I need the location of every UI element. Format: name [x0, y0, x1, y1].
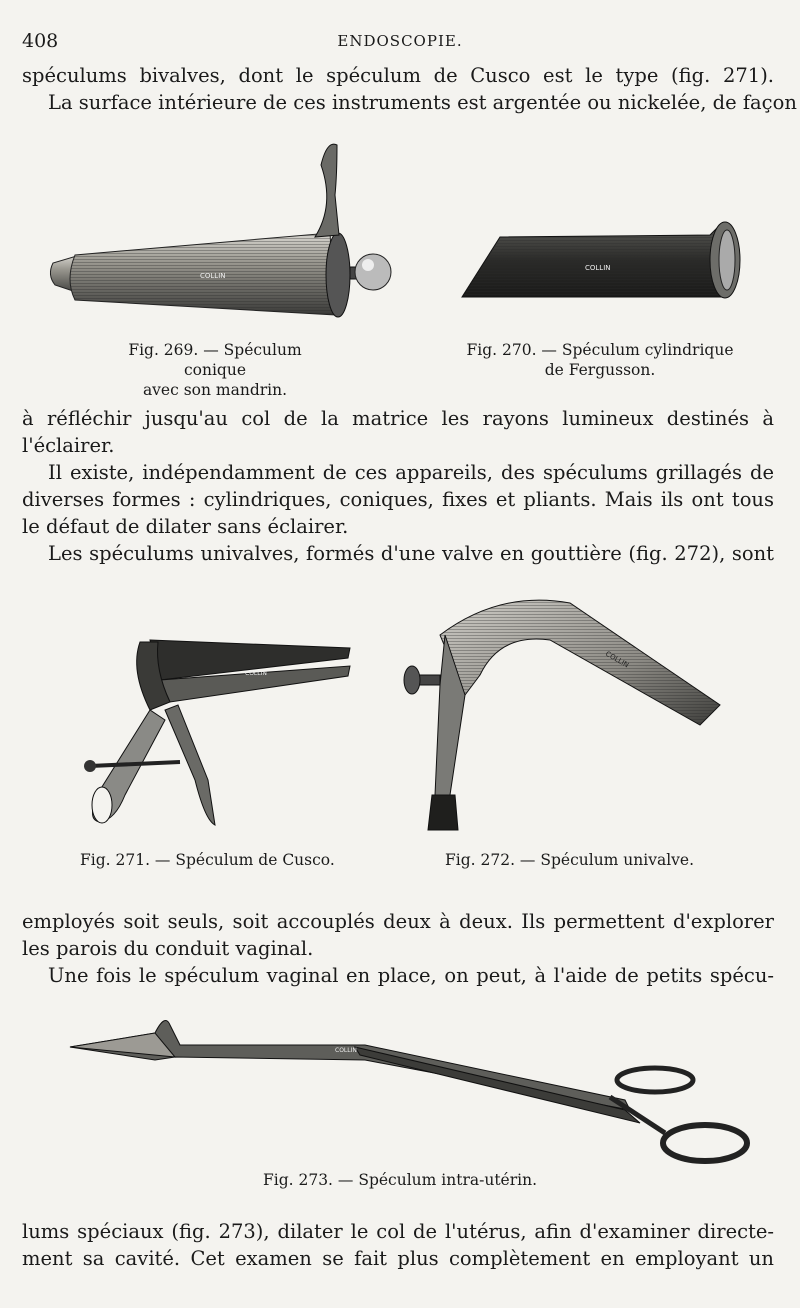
- univalve-speculum-illustration: [400, 595, 730, 840]
- text-line: l'éclairer.: [22, 434, 115, 457]
- paragraph-5: [22, 908, 774, 962]
- text-line: diverses formes : cylindriques, coniques, fixes et pliants. Mais ils ont tous: [22, 488, 774, 511]
- paragraph-3: [22, 459, 774, 540]
- fig-270-engraving: COLLIN: [585, 264, 611, 272]
- text-line: le défaut de dilater sans éclairer.: [22, 515, 349, 538]
- text-line: La surface intérieure de ces instruments est argentée ou nickelée, de façon: [48, 91, 797, 114]
- figure-272-univalve-speculum: [400, 595, 730, 840]
- caption-fig-270: [460, 340, 740, 380]
- figure-271-cusco-speculum: [80, 630, 360, 840]
- fig-272-engraving: COLLIN: [604, 649, 631, 670]
- text-line: Une fois le spéculum vaginal en place, on peut, à l'aide de petits spécu-: [48, 964, 774, 987]
- cusco-speculum-illustration: [80, 630, 360, 840]
- intrauterine-speculum-illustration: [65, 1005, 755, 1170]
- text-line: spéculums bivalves, dont le spéculum de Cusco est le type (fig. 271).: [22, 64, 774, 87]
- text-line: ment sa cavité. Cet examen se fait plus complètement en employant un: [22, 1247, 774, 1270]
- caption-fig-271: [80, 850, 340, 870]
- paragraph-4: [22, 540, 774, 567]
- caption-fig-272: [445, 850, 725, 870]
- caption-line: Fig. 270. — Spéculum cylindrique: [466, 341, 734, 359]
- conical-speculum-illustration: [45, 135, 395, 325]
- cylindrical-speculum-illustration: [460, 215, 750, 305]
- page-number: 408: [22, 30, 59, 52]
- fig-273-engraving: COLLIN: [335, 1047, 357, 1054]
- caption-line: avec son mandrin.: [142, 381, 288, 399]
- caption-fig-269: [95, 340, 335, 400]
- running-title: ENDOSCOPIE.: [337, 32, 463, 50]
- figure-270-cylindrical-speculum: [460, 215, 750, 305]
- paragraph-1: [22, 62, 797, 116]
- caption-line: de Fergusson.: [544, 361, 656, 379]
- text-line: lums spéciaux (fig. 273), dilater le col de l'utérus, afin d'examiner directe-: [22, 1220, 774, 1243]
- caption-line: Fig. 272. — Spéculum univalve.: [445, 851, 695, 869]
- text-line: employés soit seuls, soit accouplés deux à deux. Ils permettent d'explorer: [22, 910, 774, 933]
- fig-269-engraving: COLLIN: [200, 272, 226, 280]
- text-line: les parois du conduit vaginal.: [22, 937, 314, 960]
- text-line: Il existe, indépendamment de ces appareils, des spéculums grillagés de: [48, 461, 774, 484]
- text-line: à réfléchir jusqu'au col de la matrice les rayons lumineux destinés à: [22, 407, 774, 430]
- page-header: [0, 30, 800, 54]
- paragraph-2: [22, 405, 774, 459]
- caption-line: Fig. 271. — Spéculum de Cusco.: [80, 851, 335, 869]
- text-line: Les spéculums univalves, formés d'une valve en gouttière (fig. 272), sont: [48, 542, 774, 565]
- caption-line: Fig. 269. — Spéculum conique: [128, 341, 302, 379]
- fig-271-engraving: COLLIN: [245, 670, 267, 677]
- caption-line: Fig. 273. — Spéculum intra-utérin.: [262, 1171, 537, 1189]
- paragraph-6: [22, 962, 774, 989]
- figure-269-conical-speculum: [45, 135, 395, 325]
- caption-fig-273: [0, 1170, 800, 1190]
- figure-273-intrauterine-speculum: [65, 1005, 755, 1170]
- paragraph-7: [22, 1218, 774, 1272]
